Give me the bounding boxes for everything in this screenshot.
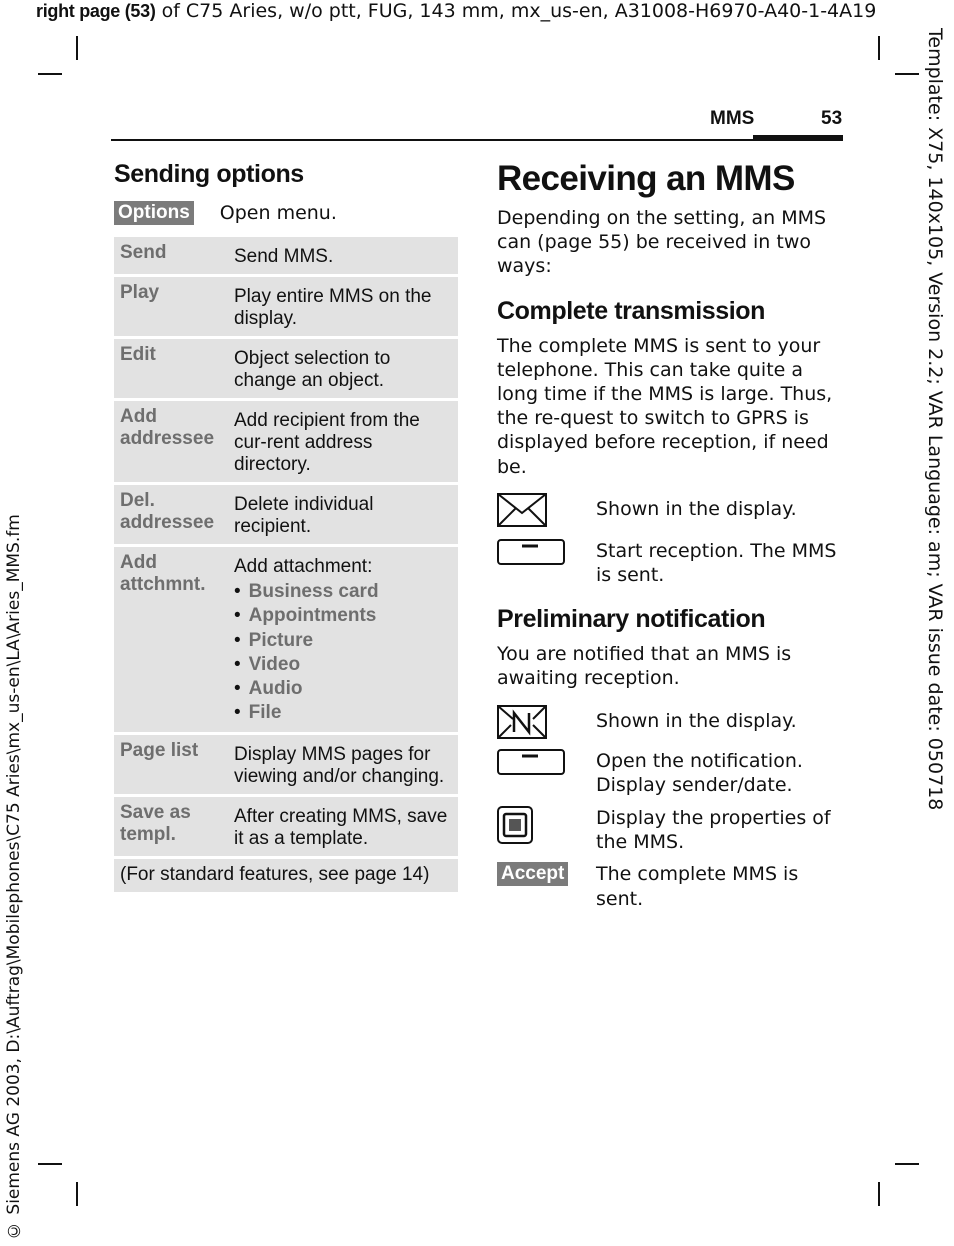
options-softkey: Options xyxy=(114,201,194,225)
softkey-icon xyxy=(497,749,565,775)
menu-value: Display MMS pages for viewing and/or changing. xyxy=(234,743,445,787)
menu-key: Del. addressee xyxy=(120,490,215,533)
crop-mark xyxy=(76,1182,78,1206)
standard-features-note: (For standard features, see page 14) xyxy=(120,863,430,885)
menu-key-icon xyxy=(497,806,533,844)
list-item: • Appointments xyxy=(234,605,377,627)
sending-options-title: Sending options xyxy=(114,160,304,188)
menu-value: Object selection to change an object. xyxy=(234,348,391,391)
list-item: • File xyxy=(234,702,282,724)
icon-row xyxy=(497,705,843,739)
crop-mark xyxy=(878,36,880,60)
page-number: 53 xyxy=(821,108,843,129)
icon-row xyxy=(497,749,843,797)
list-item: • Video xyxy=(234,653,301,675)
preliminary-notification-title: Preliminary notification xyxy=(497,605,766,634)
copyright-path: © Siemens AG 2003, D:\Auftrag\Mobilephones\C75 Aries\mx_us-en\LA\Aries_MMS.fm xyxy=(4,514,24,1240)
menu-key: Page list xyxy=(120,739,199,761)
options-softkey-row xyxy=(114,201,458,225)
menu-row-play xyxy=(114,277,458,336)
menu-value xyxy=(234,552,379,726)
icon-desc: The complete MMS is sent. xyxy=(596,863,799,910)
menu-row-del-addressee xyxy=(114,485,458,544)
menu-value: Add recipient from the cur-rent address directory. xyxy=(234,410,420,475)
options-softkey-desc: Open menu. xyxy=(219,202,337,224)
template-info: Template: X75, 140x105, Version 2.2; VAR Language: am; VAR issue date: 050718 xyxy=(924,28,946,811)
options-menu-table xyxy=(114,237,458,892)
receiving-section xyxy=(497,158,843,911)
menu-row-edit xyxy=(114,339,458,398)
header-rule xyxy=(111,139,843,141)
list-item: • Business card xyxy=(234,581,379,602)
menu-row-save-template xyxy=(114,797,458,856)
menu-value: Delete individual recipient. xyxy=(234,494,374,537)
menu-key: Add addressee xyxy=(120,406,215,449)
list-item: • Picture xyxy=(234,629,314,651)
attachment-intro: Add attachment: xyxy=(234,556,373,577)
attachment-list xyxy=(234,580,379,726)
menu-footer-row xyxy=(114,859,458,892)
icon-desc: Shown in the display. xyxy=(596,709,797,732)
icon-desc: Display the properties of the MMS. xyxy=(596,807,831,854)
menu-value: Play entire MMS on the display. xyxy=(234,286,432,329)
header-rule-tab xyxy=(753,135,843,141)
menu-key: Play xyxy=(120,282,160,303)
menu-row-page-list xyxy=(114,735,458,794)
menu-value: After creating MMS, save it as a template. xyxy=(234,805,448,849)
icon-desc: Open the notification. Display sender/date. xyxy=(596,749,803,796)
softkey-icon xyxy=(497,539,565,565)
receiving-intro: Depending on the setting, an MMS can (page 55) be received in two ways: xyxy=(497,207,827,278)
crop-mark xyxy=(895,73,919,75)
complete-transmission-text: The complete MMS is sent to your telephone. This can take quite a long time if the MMS is large. Thus, the re-quest to switch to GPRS is displayed before reception, if need be. xyxy=(497,334,833,478)
sending-options-section xyxy=(114,160,458,895)
menu-row-add-addressee xyxy=(114,401,458,482)
crop-mark xyxy=(38,73,62,75)
icon-row xyxy=(497,539,843,587)
envelope-icon xyxy=(497,493,547,527)
list-item: • Audio xyxy=(234,678,303,700)
icon-row xyxy=(497,862,843,910)
page-reference: right page (53) xyxy=(36,1,156,21)
document-reference: of C75 Aries, w/o ptt, FUG, 143 mm, mx_us-en, A31008-H6970-A40-1-4A19 xyxy=(161,0,877,22)
menu-row-send xyxy=(114,237,458,274)
receiving-title: Receiving an MMS xyxy=(497,159,795,198)
running-header-section: MMS xyxy=(710,108,755,129)
document-info-line xyxy=(36,0,876,22)
menu-key: Add attchmnt. xyxy=(120,552,206,595)
menu-key: Edit xyxy=(120,344,156,365)
crop-mark xyxy=(878,1182,880,1206)
accept-softkey: Accept xyxy=(497,862,568,886)
crop-mark xyxy=(895,1163,919,1165)
menu-row-add-attachment xyxy=(114,547,458,732)
notification-icon xyxy=(497,705,547,739)
crop-mark xyxy=(76,36,78,60)
icon-desc: Shown in the display. xyxy=(596,497,797,520)
icon-row xyxy=(497,806,843,854)
preliminary-notification-text: You are notified that an MMS is awaiting reception. xyxy=(497,643,792,690)
icon-desc: Start reception. The MMS is sent. xyxy=(596,539,837,587)
menu-key: Send xyxy=(120,242,167,263)
complete-transmission-title: Complete transmission xyxy=(497,296,766,325)
menu-value: Send MMS. xyxy=(234,246,334,267)
icon-row xyxy=(497,493,843,527)
menu-key: Save as templ. xyxy=(120,801,191,845)
crop-mark xyxy=(38,1163,62,1165)
